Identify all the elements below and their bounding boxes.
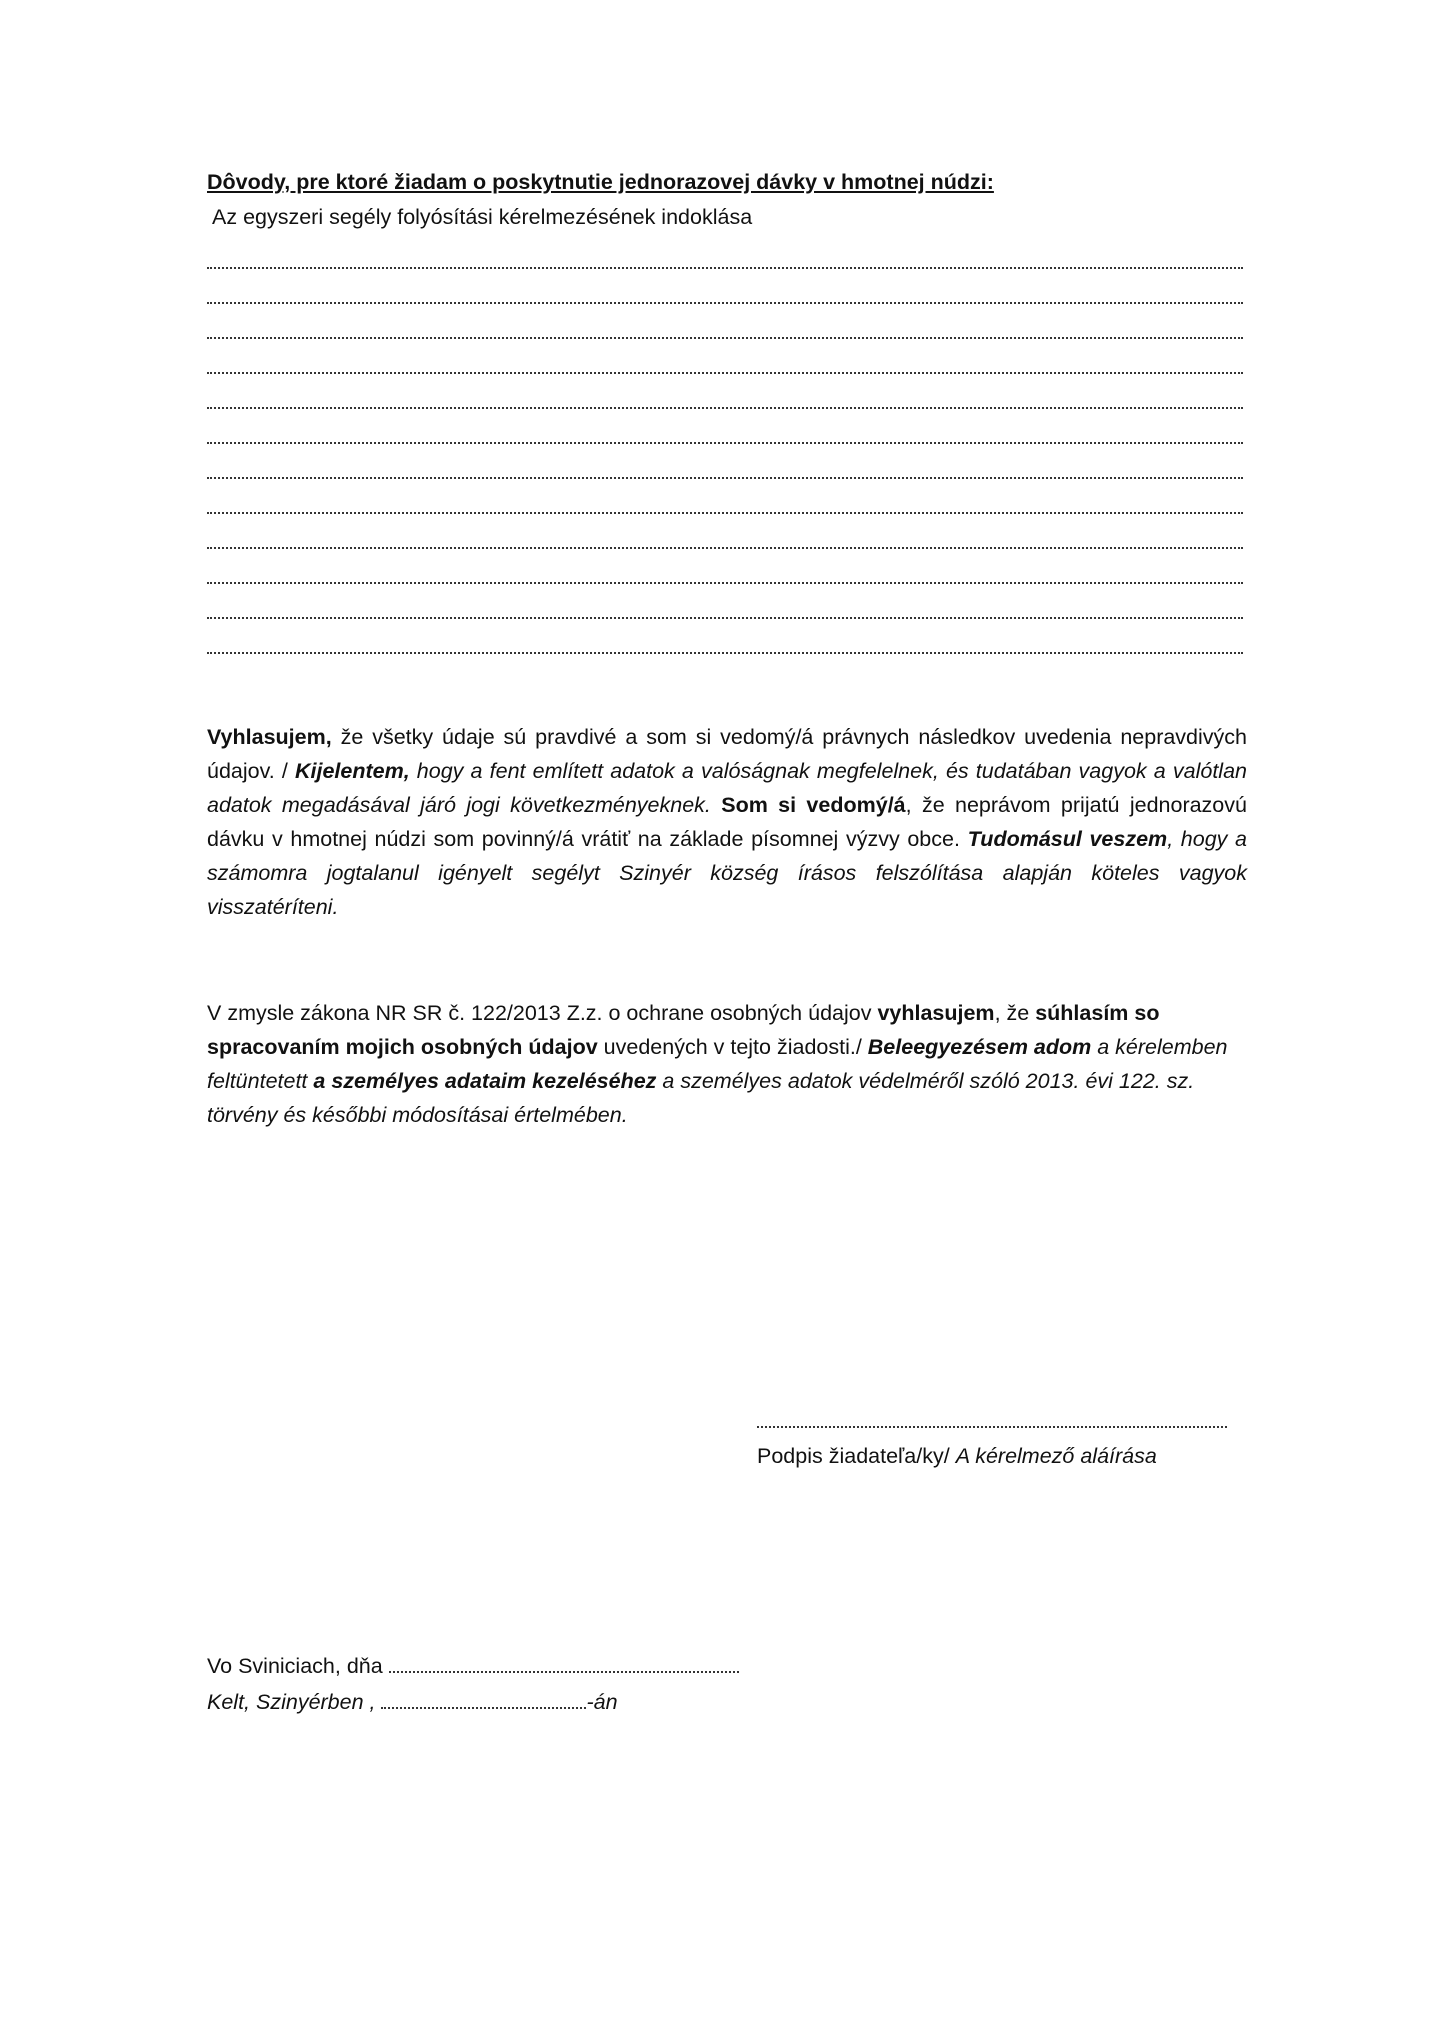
declaration-s3-text: , že neprávom prijatú jednorazovú dávku v hmotnej núdzi som povinný/á vrátiť na základe písomnej výzvy obce. (207, 793, 1247, 851)
declaration-s4-italic: , hogy a számomra jogtalanul igényelt segélyt Szinyér község írásos felszólítása alapján köteles vagyok visszatéríteni. (207, 827, 1248, 919)
signature-label-hu: A kérelmező aláírása (955, 1444, 1157, 1468)
date-sk-prefix: Vo Sviniciach, dňa (207, 1654, 389, 1678)
consent-t1: V zmysle zákona NR SR č. 122/2013 Z.z. o ochrane osobných údajov (207, 1001, 878, 1025)
consent-t2: , že (994, 1001, 1036, 1025)
declaration-s3-bold: Som si vedomý/á (710, 793, 906, 817)
declaration-s4-bold-italic: Tudomásul veszem (967, 827, 1168, 851)
declaration-s1-text: že všetky údaje sú pravdivé a som si vedomý/á právnych následkov uvedenia nepravdivých údajov. / (207, 725, 1247, 783)
date-line-sk (207, 1654, 739, 1679)
declaration-paragraph (207, 720, 1247, 924)
date-sk-fill[interactable] (389, 1657, 739, 1673)
consent-b1: vyhlasujem (877, 1001, 995, 1025)
reasons-fill-line[interactable] (207, 312, 1243, 347)
consent-i1: a kérelemben feltüntetett (207, 1035, 1228, 1093)
consent-b2: súhlasím so spracovaním mojich osobných údajov (207, 1001, 1160, 1059)
date-hu-prefix: Kelt, Szinyérben , (207, 1690, 382, 1714)
consent-t3: uvedených v tejto žiadosti./ (597, 1035, 868, 1059)
reasons-fill-lines[interactable] (207, 242, 1243, 662)
signature-fill-line[interactable] (757, 1410, 1227, 1430)
reasons-fill-line[interactable] (207, 417, 1243, 452)
reasons-heading: Dôvody, pre ktoré žiadam o poskytnutie jednorazovej dávky v hmotnej núdzi: (207, 170, 994, 194)
reasons-fill-line[interactable] (207, 382, 1243, 417)
date-hu-suffix: -án (586, 1690, 618, 1714)
consent-bi2: a személyes adataim kezeléséhez (313, 1069, 657, 1093)
reasons-fill-line[interactable] (207, 557, 1243, 592)
declaration-s2-italic: hogy a fent említett adatok a valóságnak megfelelnek, és tudatában vagyok a valótlan adatok megadásával járó jogi következményeknek. (207, 759, 1248, 817)
date-hu-fill[interactable] (381, 1693, 586, 1709)
reasons-fill-line[interactable] (207, 592, 1243, 627)
consent-i2: a személyes adatok védelméről szóló 2013. évi 122. sz. törvény és későbbi módosításai értelmében. (207, 1069, 1195, 1127)
reasons-subheading: Az egyszeri segély folyósítási kérelmezésének indoklása (212, 205, 753, 229)
signature-label (757, 1444, 1157, 1469)
signature-label-sk: Podpis žiadateľa/ky/ (757, 1444, 956, 1468)
reasons-fill-line[interactable] (207, 452, 1243, 487)
reasons-fill-line[interactable] (207, 347, 1243, 382)
consent-paragraph (207, 996, 1247, 1132)
consent-bi1: Beleegyezésem adom (867, 1035, 1092, 1059)
reasons-fill-line[interactable] (207, 627, 1243, 662)
reasons-fill-line[interactable] (207, 242, 1243, 277)
declaration-s2-bold-italic: Kijelentem, (294, 759, 410, 783)
date-line-hu (207, 1690, 618, 1715)
declaration-s1-bold: Vyhlasujem, (207, 725, 332, 749)
reasons-fill-line[interactable] (207, 522, 1243, 557)
reasons-fill-line[interactable] (207, 487, 1243, 522)
reasons-fill-line[interactable] (207, 277, 1243, 312)
